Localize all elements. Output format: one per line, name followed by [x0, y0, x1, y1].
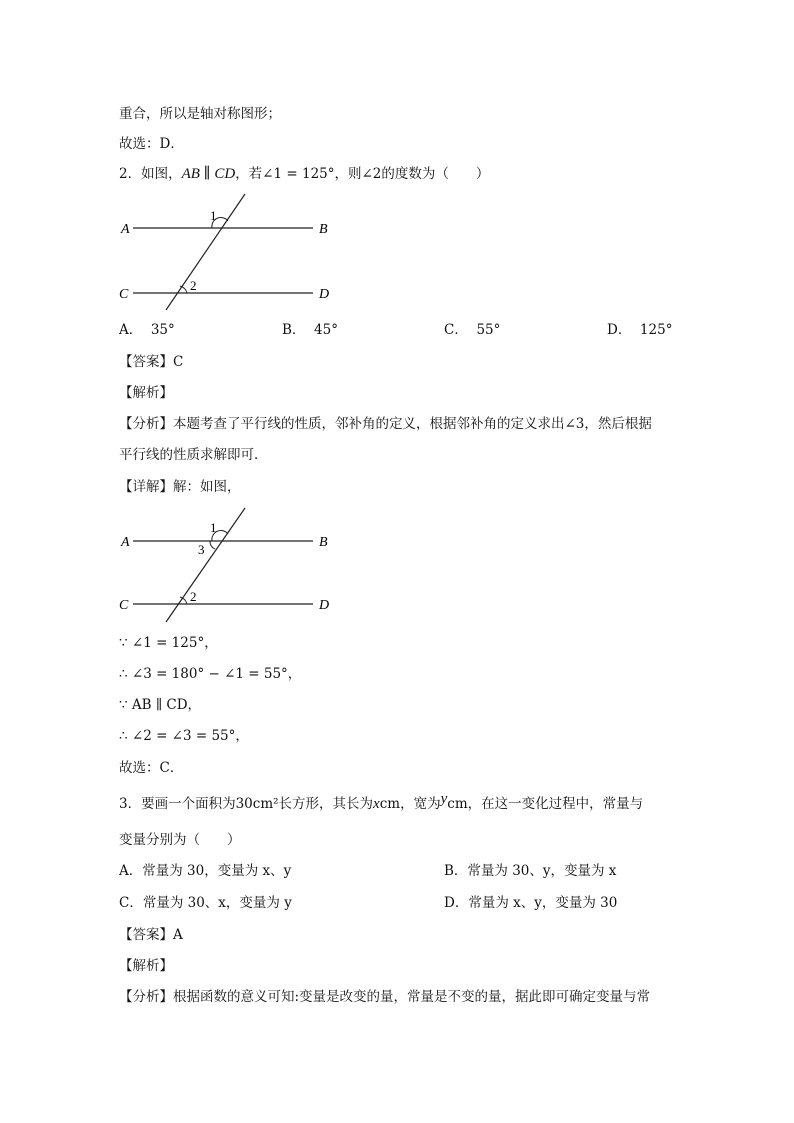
q2-conclusion: 故选：C． [119, 760, 184, 776]
q2-analysis-line-1: 【分析】本题考查了平行线的性质，邻补角的定义，根据邻补角的定义求出∠3，然后根据 [119, 416, 652, 432]
label-d: D [319, 598, 330, 613]
label-angle-1: 1 [210, 520, 217, 535]
label-angle-2: 2 [190, 589, 197, 604]
q2-step-2: ∴ ∠3 = 180° − ∠1 = 55°， [119, 666, 302, 682]
figure-parallel-lines-2 [110, 503, 350, 628]
transversal [166, 508, 245, 622]
label-angle-3: 3 [198, 542, 205, 557]
q2-option-c: C． 55° [444, 322, 501, 338]
q2-option-a: A． 35° [119, 322, 175, 338]
q3-var-x: x [373, 796, 380, 812]
q3-option-b: B．常量为 30、y，变量为 x [444, 863, 617, 879]
label-c: C [119, 287, 129, 302]
q3-analysis-head: 【解析】 [119, 958, 173, 974]
label-d: D [319, 287, 330, 302]
question-3-stem-line-1: 3．要画一个面积为30cm²长方形，其长为xcm，宽为ycm，在这一变化过程中，常量与 [119, 791, 644, 812]
label-c: C [119, 598, 129, 613]
q3-answer: 【答案】A [119, 927, 183, 943]
q2-mid: ，若∠1 = 125°，则∠2的度数为（ ） [235, 166, 490, 182]
q2-prefix: 2．如图， [119, 166, 182, 182]
label-b: B [319, 222, 328, 237]
q3-option-d: D．常量为 x、y，变量为 30 [444, 895, 618, 911]
label-angle-2: 2 [190, 278, 197, 293]
angle-3-arc [210, 541, 215, 549]
figure-parallel-lines-1 [110, 190, 350, 315]
q3-analysis-line-1: 【分析】根据函数的意义可知:变量是改变的量，常量是不变的量，据此即可确定变量与常 [119, 989, 651, 1005]
label-angle-1: 1 [210, 208, 217, 223]
label-b: B [319, 535, 328, 550]
text-line: 故选：D． [119, 136, 184, 152]
q2-detail: 【详解】解：如图， [119, 479, 241, 495]
q2-option-b: B． 45° [282, 322, 338, 338]
q2-step-3: ∵ AB ∥ CD， [119, 697, 202, 713]
q2-step-4: ∴ ∠2 = ∠3 = 55°， [119, 728, 249, 744]
label-a: A [121, 222, 130, 237]
q3-var-y: y [440, 791, 448, 807]
q3-area: 30cm² [235, 796, 279, 812]
q3-option-a: A．常量为 30，变量为 x、y [119, 863, 292, 879]
question-3-stem-line-2: 变量分别为（ ） [119, 832, 241, 848]
q2-analysis-head: 【解析】 [119, 385, 173, 401]
question-2-stem [119, 164, 489, 184]
q2-answer: 【答案】C [119, 354, 184, 370]
q3-option-c: C．常量为 30、x，变量为 y [119, 895, 292, 911]
text-line: 重合，所以是轴对称图形； [119, 106, 281, 122]
label-a: A [121, 535, 130, 550]
q2-option-d: D． 125° [607, 322, 673, 338]
q2-parallel: AB ∥ CD [181, 166, 236, 182]
q2-step-1: ∵ ∠1 = 125°， [119, 635, 218, 651]
q2-analysis-line-2: 平行线的性质求解即可． [119, 447, 268, 463]
